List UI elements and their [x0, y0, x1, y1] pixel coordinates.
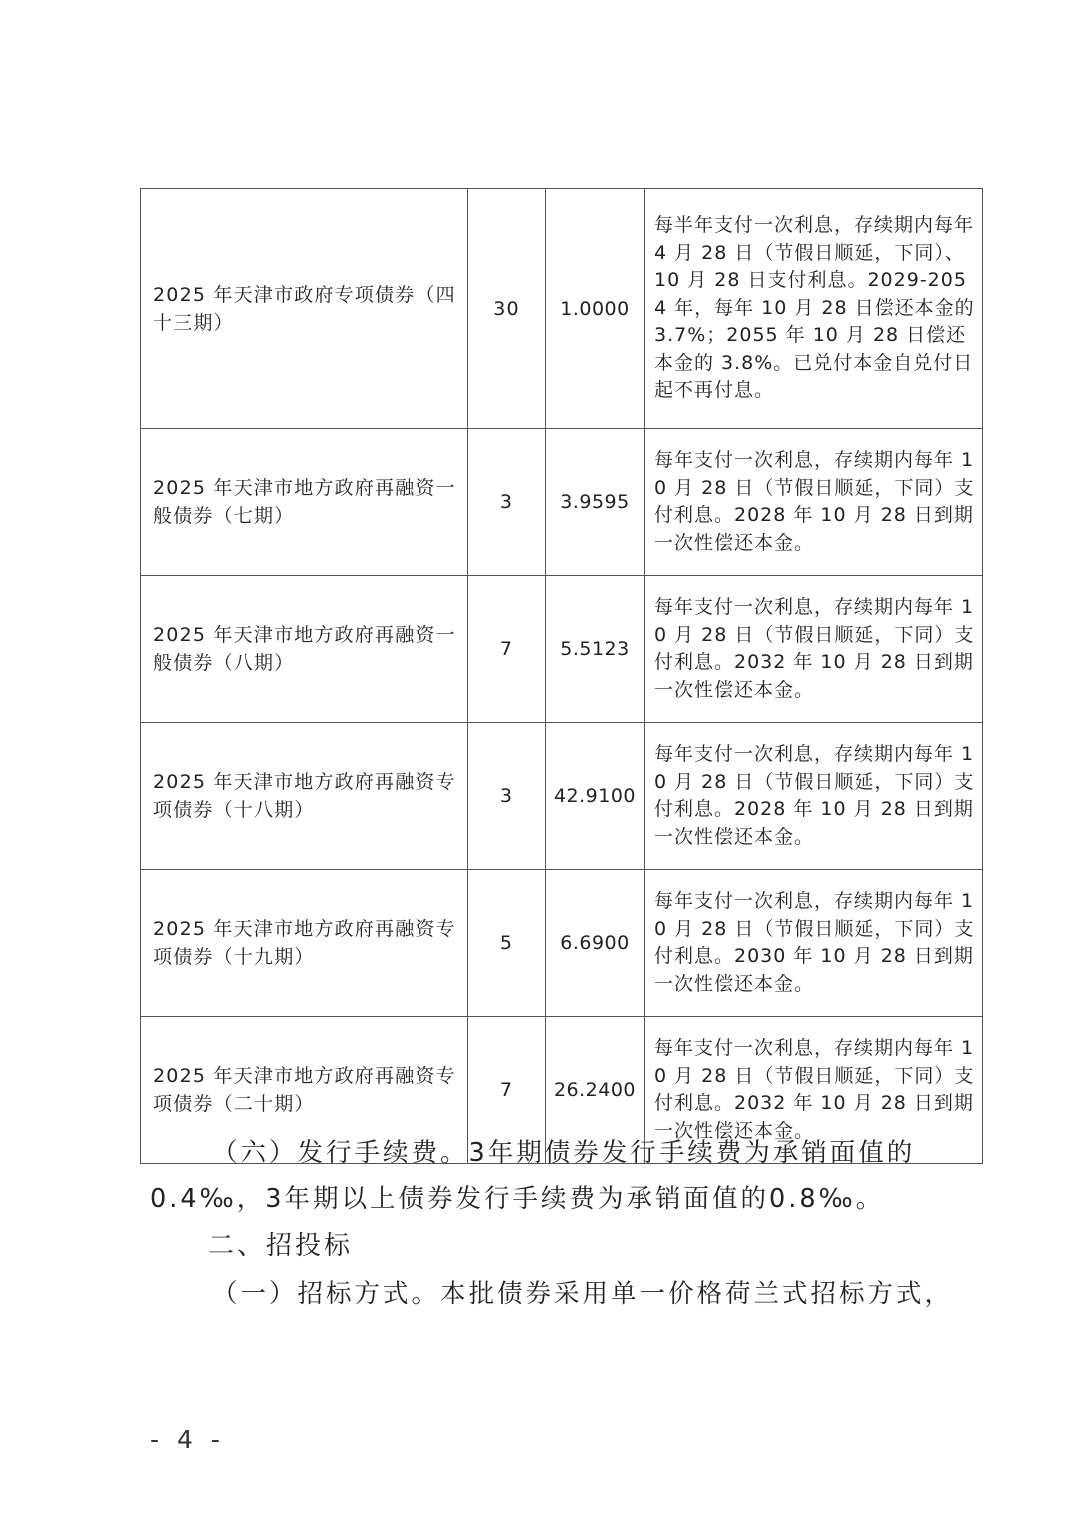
bond-name: 2025 年天津市地方政府再融资一般债券（七期）: [153, 477, 456, 527]
payment-terms-cell: [645, 576, 983, 723]
page-number: - 4 -: [150, 1425, 225, 1454]
bond-amount: 3.9595: [560, 491, 630, 513]
bond-amount: 42.9100: [553, 785, 637, 807]
amount-cell: [546, 189, 645, 429]
table-row: [141, 189, 983, 429]
amount-cell: [546, 870, 645, 1017]
section-heading-bidding: 二、招投标: [208, 1231, 354, 1261]
bond-amount: 26.2400: [553, 1079, 637, 1101]
payment-terms: 每年支付一次利息，存续期内每年 10 月 28 日（节假日顺延，下同）支付利息。2032 年 10 月 28 日到期一次性偿还本金。: [654, 596, 975, 701]
payment-terms-cell: [645, 723, 983, 870]
payment-terms: 每半年支付一次利息，存续期内每年 4 月 28 日（节假日顺延，下同）、10 月 28 日支付利息。2029-2054 年，每年 10 月 28 日偿还本金的 3.7%；2055 年 10 月 28 日偿还本金的 3.8%。已兑付本金自兑付日起不再付息。: [654, 214, 975, 402]
payment-terms: 每年支付一次利息，存续期内每年 10 月 28 日（节假日顺延，下同）支付利息。2028 年 10 月 28 日到期一次性偿还本金。: [654, 743, 975, 848]
term-cell: [468, 429, 546, 576]
fee-paragraph-line-2: 0.4‰，3年期以上债券发行手续费为承销面值的0.8‰。: [150, 1184, 885, 1214]
bond-term: 5: [499, 932, 514, 954]
bond-table: [140, 188, 983, 1164]
bond-name: 2025 年天津市地方政府再融资专项债券（十八期）: [153, 771, 456, 821]
table-row: [141, 723, 983, 870]
amount-cell: [546, 576, 645, 723]
amount-cell: [546, 429, 645, 576]
payment-terms: 每年支付一次利息，存续期内每年 10 月 28 日（节假日顺延，下同）支付利息。2028 年 10 月 28 日到期一次性偿还本金。: [654, 449, 975, 554]
term-cell: [468, 576, 546, 723]
term-cell: [468, 870, 546, 1017]
term-cell: [468, 189, 546, 429]
bond-term: 3: [499, 491, 514, 513]
table-row: [141, 870, 983, 1017]
bond-name: 2025 年天津市地方政府再融资一般债券（八期）: [153, 624, 456, 674]
payment-terms-cell: [645, 429, 983, 576]
bond-name-cell: [141, 189, 468, 429]
table-row: [141, 576, 983, 723]
bond-name: 2025 年天津市地方政府再融资专项债券（二十期）: [153, 1065, 456, 1115]
bond-amount: 6.6900: [560, 932, 630, 954]
bond-term: 3: [499, 785, 514, 807]
bond-term: 30: [493, 297, 520, 320]
bond-term: 7: [499, 1079, 514, 1101]
table-row: [141, 429, 983, 576]
bond-amount: 1.0000: [560, 297, 630, 320]
bidding-method-paragraph: （一）招标方式。本批债券采用单一价格荷兰式招标方式，: [212, 1279, 954, 1309]
bond-name-cell: [141, 429, 468, 576]
bond-name-cell: [141, 576, 468, 723]
bond-name: 2025 年天津市地方政府再融资专项债券（十九期）: [153, 918, 456, 968]
bond-amount: 5.5123: [560, 638, 630, 660]
payment-terms-cell: [645, 870, 983, 1017]
fee-paragraph-line-1: （六）发行手续费。3年期债券发行手续费为承销面值的: [212, 1138, 916, 1168]
amount-cell: [546, 723, 645, 870]
bond-name: 2025 年天津市政府专项债券（四十三期）: [153, 283, 456, 334]
payment-terms: 每年支付一次利息，存续期内每年 10 月 28 日（节假日顺延，下同）支付利息。2030 年 10 月 28 日到期一次性偿还本金。: [654, 890, 975, 995]
bond-name-cell: [141, 723, 468, 870]
bond-name-cell: [141, 870, 468, 1017]
payment-terms-cell: [645, 189, 983, 429]
payment-terms: 每年支付一次利息，存续期内每年 10 月 28 日（节假日顺延，下同）支付利息。2032 年 10 月 28 日到期一次性偿还本金。: [654, 1037, 975, 1142]
term-cell: [468, 723, 546, 870]
bond-term: 7: [499, 638, 514, 660]
